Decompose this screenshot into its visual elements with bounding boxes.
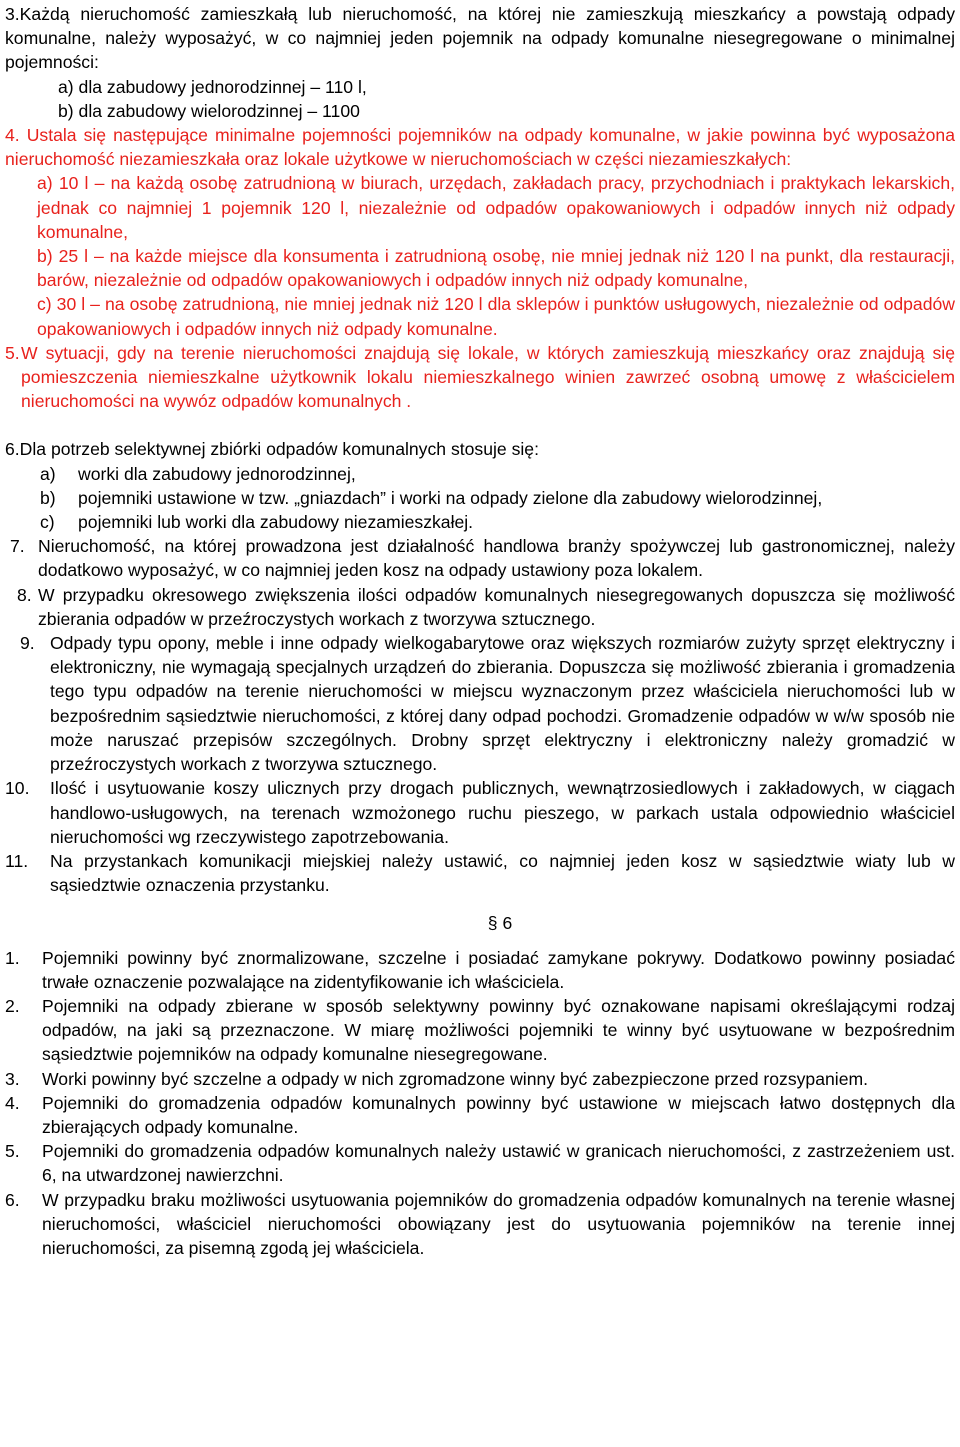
section-heading: § 6 bbox=[487, 913, 513, 934]
item-text: Worki powinny być szczelne a odpady w nich zgromadzone winny być zabezpieczone przed rozsypaniem. bbox=[42, 1068, 869, 1089]
paragraph-4-item-c: c) 30 l – na osobę zatrudnioną, nie mniej jednak niż 120 l dla sklepów i punktów usługowych, niezależnie od odpadów opakowaniowych i odpadów innych niż odpady komunalne. bbox=[37, 294, 955, 339]
item-text: pojemniki ustawione w tzw. „gniazdach” i worki na odpady zielone dla zabudowy wielorodzinnej, bbox=[78, 487, 823, 508]
item-text: worki dla zabudowy jednorodzinnej, bbox=[78, 463, 356, 484]
paragraph-4-intro bbox=[5, 123, 955, 171]
paragraph-number: 10. bbox=[5, 778, 30, 799]
item-text: Pojemniki do gromadzenia odpadów komunalnych należy ustawić w granicach nieruchomości, z zastrzeżeniem ust. 6, na utwardzonej nawierzchni. bbox=[42, 1141, 955, 1186]
paragraph-10 bbox=[5, 776, 955, 849]
item-number: 6. bbox=[5, 1189, 20, 1210]
section-6-item-5 bbox=[5, 1139, 955, 1187]
section-6-item-2 bbox=[5, 994, 955, 1067]
paragraph-4-number: 4. bbox=[5, 125, 20, 146]
paragraph-text: Na przystankach komunikacji miejskiej należy ustawić, co najmniej jeden kosz w sąsiedztwie wiaty lub w sąsiedztwie oznaczenia przystanku. bbox=[50, 850, 955, 896]
item-number: 4. bbox=[5, 1092, 20, 1113]
paragraph-4-item-b: b) 25 l – na każde miejsce dla konsumenta i zatrudnioną osobę, nie mniej jednak niż 120 l na punkt, dla restauracji, barów, niezależnie od odpadów opakowaniowych i odpadów innych niż odpady komunalne, bbox=[37, 246, 955, 291]
paragraph-text: Nieruchomość, na której prowadzona jest działalność handlowa branży spożywczej lub gastronomicznej, należy dodatkowo wyposażyć, w co najmniej jeden kosz na odpady ustawiony poza lokalem. bbox=[38, 536, 955, 581]
paragraph-6-item-a bbox=[5, 462, 955, 486]
paragraph-5-text: W sytuacji, gdy na terenie nieruchomości znajdują się lokale, w których zamieszkują mieszkańcy oraz znajdują się pomieszczenia niemieszkalne użytkownik lokalu niemieszkalnego winien zawrzeć osobną umowę z właścicielem nieruchomości na wywóz odpadów komunalnych . bbox=[21, 342, 955, 412]
paragraph-4 bbox=[5, 123, 955, 341]
paragraph-number: 7. bbox=[10, 536, 25, 557]
paragraph-6-item-c bbox=[5, 510, 955, 534]
item-number: 3. bbox=[5, 1068, 20, 1089]
paragraph-number: 11. bbox=[5, 850, 29, 871]
paragraph-6-item-b bbox=[5, 486, 955, 510]
paragraph-5 bbox=[5, 341, 955, 414]
item-text: W przypadku braku możliwości usytuowania pojemników do gromadzenia odpadów komunalnych na terenie własnej nieruchomości, właściciel nieruchomości obowiązany jest do usytuowania pojemników na terenie innej nieruchomości, za pisemną zgodą jej właściciela. bbox=[42, 1189, 955, 1258]
item-number: 2. bbox=[5, 995, 20, 1016]
paragraph-11 bbox=[5, 849, 955, 897]
paragraph-number: 9. bbox=[20, 633, 35, 654]
item-text: Pojemniki na odpady zbierane w sposób selektywny powinny być oznakowane napisami określającymi rodzaj odpadów, na jaki są przeznaczone. W miarę możliwości pojemniki te winny być usytuowane w bezpośrednim sąsiedztwie pojemników na odpady komunalne niesegregowane. bbox=[42, 995, 955, 1065]
paragraph-number: 8. bbox=[17, 584, 32, 605]
item-number: 5. bbox=[5, 1141, 20, 1162]
item-text: Pojemniki do gromadzenia odpadów komunalnych powinny być ustawione w miejscach łatwo dostępnych dla zbierających odpady komunalne. bbox=[42, 1092, 955, 1137]
spacer bbox=[5, 413, 955, 437]
item-text: Pojemniki powinny być znormalizowane, szczelne i posiadać zamykane pokrywy. Dodatkowo powinny posiadać trwałe oznaczenie pozwalające na zidentyfikowanie ich właściciela. bbox=[42, 947, 955, 992]
document-page bbox=[5, 2, 955, 1260]
item-letter: a) bbox=[40, 463, 56, 484]
section-6-item-1 bbox=[5, 946, 955, 994]
paragraph-3: 3.Każdą nieruchomość zamieszkałą lub nieruchomość, na której nie zamieszkują mieszkańcy a powstają odpady komunalne, należy wyposażyć, w co najmniej jeden pojemnik na odpady komunalne niesegregowane o minimalnej pojemności: bbox=[5, 4, 955, 73]
paragraph-4-item-a: a) 10 l – na każdą osobę zatrudnioną w biurach, urzędach, zakładach pracy, przychodniach i praktykach lekarskich, jednak co najmniej 1 pojemnik 120 l, niezależnie od odpadów opakowaniowych i odpadów innych niż odpady komunalne, bbox=[37, 173, 955, 242]
paragraph-text: Odpady typu opony, meble i inne odpady wielkogabarytowe oraz większych rozmiarów zużyty sprzęt elektryczny i elektroniczny, nie wymagają specjalnych urządzeń do zbierania. Dopuszcza się możliwość zbierania i gromadzenia tego typu odpadów na terenie nieruchomości w miejscu wyznaczonym przez właściciela nieruchomości lub w bezpośrednim sąsiedztwie nieruchomości, z której dany odpad pochodzi. Gromadzenie odpadów w w/w sposób nie może naruszać przepisów szczególnych. Drobny sprzęt elektryczny i elektroniczny należy gromadzić w przeźroczystych workach z tworzywa sztucznego. bbox=[50, 633, 955, 775]
item-letter: c) bbox=[40, 512, 55, 533]
item-letter: b) bbox=[40, 487, 56, 508]
paragraph-6: 6.Dla potrzeb selektywnej zbiórki odpadów komunalnych stosuje się: bbox=[5, 439, 539, 460]
paragraph-text: W przypadku okresowego zwiększenia ilości odpadów komunalnych niesegregowanych dopuszcza się możliwość zbierania odpadów w przeźroczystych workach z tworzywa sztucznego. bbox=[38, 584, 955, 629]
section-6-item-3 bbox=[5, 1067, 955, 1091]
paragraph-7 bbox=[5, 534, 955, 582]
paragraph-9 bbox=[5, 631, 955, 776]
section-6-list bbox=[5, 946, 955, 1261]
paragraph-4-text: Ustala się następujące minimalne pojemności pojemników na odpady komunalne, w jakie powinna być wyposażona nieruchomość niezamieszkała oraz lokale użytkowe w nieruchomościach w części niezamieszkałych: bbox=[5, 125, 956, 170]
item-text: pojemniki lub worki dla zabudowy niezamieszkałej. bbox=[78, 512, 474, 533]
paragraph-8 bbox=[5, 583, 955, 631]
section-6-item-4 bbox=[5, 1091, 955, 1139]
paragraph-3-item-b: b) dla zabudowy wielorodzinnej – 1100 bbox=[58, 100, 360, 121]
paragraph-3-item-a: a) dla zabudowy jednorodzinnej – 110 l, bbox=[58, 76, 367, 97]
paragraph-5-number: 5. bbox=[5, 342, 20, 363]
item-number: 1. bbox=[5, 947, 20, 968]
section-6-item-6 bbox=[5, 1188, 955, 1261]
paragraph-text: Ilość i usytuowanie koszy ulicznych przy drogach publicznych, wewnątrzosiedlowych i zakładowych, w ciągach handlowo-usługowych, na terenach wzmożonego ruchu pieszego, w parkach ustala odpowiednio właściciel nieruchomości wg rzeczywistego zapotrzebowania. bbox=[50, 778, 955, 847]
